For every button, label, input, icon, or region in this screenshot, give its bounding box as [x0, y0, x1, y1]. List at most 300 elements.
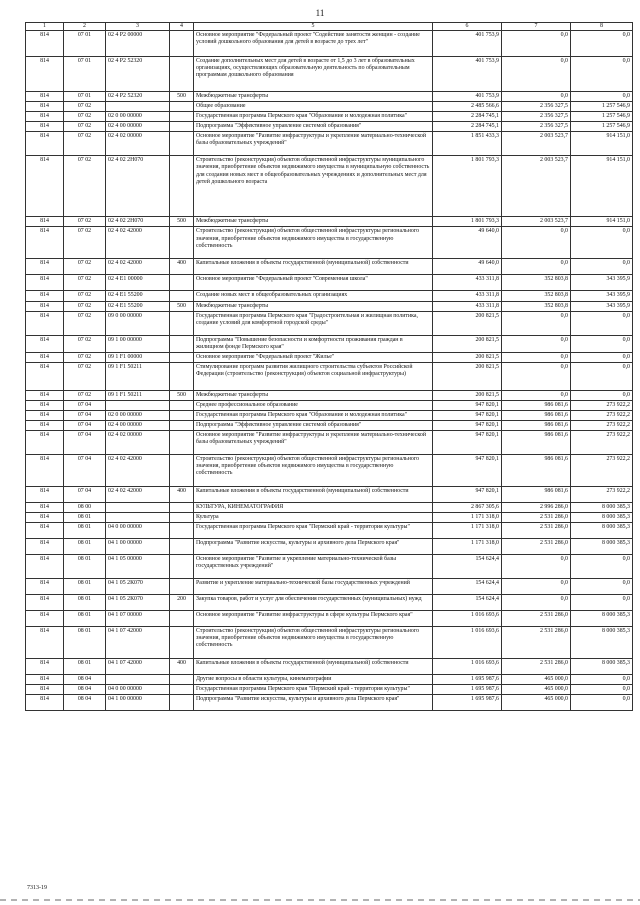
amount-year2-cell: 2 531 286,0: [502, 539, 571, 555]
target-article-cell: 02 4 02 2Н070: [106, 156, 170, 217]
description-cell: Межбюджетные трансферты: [194, 217, 433, 227]
amount-year1-cell: 154 624,4: [433, 579, 502, 595]
gov-code-cell: 814: [26, 400, 64, 410]
table-row: [26, 352, 633, 362]
gov-code-cell: 814: [26, 102, 64, 112]
amount-year1-cell: 200 821,5: [433, 352, 502, 362]
amount-year2-cell: 352 803,8: [502, 301, 571, 311]
target-article-cell: 02 4 02 00000: [106, 431, 170, 455]
description-cell: КУЛЬТУРА, КИНЕМАТОГРАФИЯ: [194, 503, 433, 513]
amount-year1-cell: 2 284 745,1: [433, 122, 502, 132]
table-row: [26, 259, 633, 275]
amount-year2-cell: 2 356 327,5: [502, 112, 571, 122]
expense-type-cell: [170, 503, 194, 513]
gov-code-cell: 814: [26, 122, 64, 132]
amount-year3-cell: 0,0: [571, 675, 633, 685]
table-row: [26, 31, 633, 57]
amount-year3-cell: 0,0: [571, 311, 633, 335]
budget-table: [25, 22, 633, 711]
amount-year3-cell: 273 922,2: [571, 400, 633, 410]
description-cell: Подпрограмма "Эффективное управление системой образования": [194, 421, 433, 431]
section-cell: 07 02: [64, 301, 106, 311]
amount-year1-cell: 433 311,8: [433, 301, 502, 311]
section-cell: 08 01: [64, 611, 106, 627]
target-article-cell: 02 4 02 2Н070: [106, 217, 170, 227]
gov-code-cell: 814: [26, 675, 64, 685]
gov-code-cell: 814: [26, 627, 64, 659]
table-row: [26, 227, 633, 259]
section-cell: 08 01: [64, 513, 106, 523]
amount-year3-cell: 0,0: [571, 362, 633, 390]
table-row: [26, 112, 633, 122]
target-article-cell: 02 4 00 00000: [106, 122, 170, 132]
amount-year3-cell: 0,0: [571, 259, 633, 275]
table-row: [26, 685, 633, 695]
table-row: [26, 513, 633, 523]
expense-type-cell: [170, 362, 194, 390]
amount-year2-cell: 0,0: [502, 31, 571, 57]
target-article-cell: 02 0 00 00000: [106, 411, 170, 421]
amount-year2-cell: 0,0: [502, 555, 571, 579]
expense-type-cell: [170, 352, 194, 362]
gov-code-cell: 814: [26, 513, 64, 523]
table-row: [26, 523, 633, 539]
expense-type-cell: [170, 695, 194, 711]
amount-year3-cell: 0,0: [571, 31, 633, 57]
expense-type-cell: [170, 555, 194, 579]
section-cell: 07 02: [64, 352, 106, 362]
header-cell-6: 6: [433, 23, 502, 31]
gov-code-cell: 814: [26, 311, 64, 335]
section-cell: 07 04: [64, 455, 106, 487]
description-cell: Стимулирование программ развития жилищного строительства субъектов Российской Федерации (строительство (реконструкция) объектов социальной инфраструктуры): [194, 362, 433, 390]
description-cell: Строительство (реконструкция) объектов общественной инфраструктуры регионального значения, приобретение объектов недвижимого имущества в государственную собственность: [194, 455, 433, 487]
amount-year2-cell: 986 081,6: [502, 400, 571, 410]
amount-year3-cell: 914 151,0: [571, 156, 633, 217]
table-row: [26, 659, 633, 675]
section-cell: 07 02: [64, 311, 106, 335]
amount-year3-cell: 273 922,2: [571, 487, 633, 503]
amount-year2-cell: 352 803,8: [502, 291, 571, 301]
section-cell: 07 02: [64, 102, 106, 112]
expense-type-cell: [170, 122, 194, 132]
amount-year1-cell: 200 821,5: [433, 390, 502, 400]
amount-year1-cell: 1 695 987,6: [433, 685, 502, 695]
scan-edge-artifact: [0, 899, 640, 901]
amount-year3-cell: 8 000 385,3: [571, 539, 633, 555]
description-cell: Государственная программа Пермского края "Пермский край - территория культуры": [194, 523, 433, 539]
target-article-cell: 04 1 05 2К070: [106, 595, 170, 611]
target-article-cell: 02 4 02 00000: [106, 132, 170, 156]
description-cell: Строительство (реконструкция) объектов общественной инфраструктуры регионального значения, приобретение объектов недвижимого имущества в государственную собственность: [194, 227, 433, 259]
table-row: [26, 291, 633, 301]
amount-year3-cell: 1 257 546,9: [571, 102, 633, 112]
table-row: [26, 57, 633, 92]
amount-year1-cell: 2 485 566,6: [433, 102, 502, 112]
section-cell: 08 01: [64, 579, 106, 595]
amount-year3-cell: 0,0: [571, 390, 633, 400]
section-cell: 07 02: [64, 112, 106, 122]
gov-code-cell: 814: [26, 539, 64, 555]
gov-code-cell: 814: [26, 57, 64, 92]
header-cell-2: 2: [64, 23, 106, 31]
amount-year2-cell: 2 356 327,5: [502, 102, 571, 112]
table-row: [26, 455, 633, 487]
amount-year2-cell: 2 996 286,0: [502, 503, 571, 513]
table-row: [26, 275, 633, 291]
expense-type-cell: [170, 57, 194, 92]
table-row: [26, 695, 633, 711]
gov-code-cell: 814: [26, 156, 64, 217]
target-article-cell: 02 4 00 00000: [106, 421, 170, 431]
description-cell: Межбюджетные трансферты: [194, 301, 433, 311]
table-row: [26, 431, 633, 455]
expense-type-cell: [170, 685, 194, 695]
header-cell-8: 8: [571, 23, 633, 31]
expense-type-cell: [170, 227, 194, 259]
gov-code-cell: 814: [26, 579, 64, 595]
amount-year1-cell: 154 624,4: [433, 555, 502, 579]
table-row: [26, 555, 633, 579]
amount-year2-cell: 0,0: [502, 92, 571, 102]
description-cell: Основное мероприятие "Развитие инфраструктуры и укрепление материально-технической базы образовательных учреждений": [194, 132, 433, 156]
amount-year2-cell: 2 531 286,0: [502, 659, 571, 675]
expense-type-cell: [170, 335, 194, 352]
gov-code-cell: 814: [26, 455, 64, 487]
description-cell: Государственная программа Пермского края "Образование и молодежная политика": [194, 112, 433, 122]
expense-type-cell: [170, 132, 194, 156]
target-article-cell: 02 4 02 42000: [106, 259, 170, 275]
section-cell: 07 01: [64, 31, 106, 57]
table-row: [26, 595, 633, 611]
amount-year3-cell: 273 922,2: [571, 411, 633, 421]
description-cell: Капитальные вложения в объекты государственной (муниципальной) собственности: [194, 259, 433, 275]
target-article-cell: 04 1 00 00000: [106, 695, 170, 711]
section-cell: 08 01: [64, 555, 106, 579]
table-row: [26, 390, 633, 400]
description-cell: Закупка товаров, работ и услуг для обеспечения государственных (муниципальных) нужд: [194, 595, 433, 611]
section-cell: 07 02: [64, 291, 106, 301]
target-article-cell: 02 4 P2 00000: [106, 31, 170, 57]
amount-year2-cell: 986 081,6: [502, 411, 571, 421]
description-cell: Культура: [194, 513, 433, 523]
amount-year1-cell: 200 821,5: [433, 335, 502, 352]
target-article-cell: 02 0 00 00000: [106, 112, 170, 122]
amount-year2-cell: 986 081,6: [502, 421, 571, 431]
amount-year1-cell: 1 695 987,6: [433, 675, 502, 685]
table-row: [26, 400, 633, 410]
section-cell: 07 04: [64, 411, 106, 421]
amount-year3-cell: 0,0: [571, 335, 633, 352]
amount-year1-cell: 49 640,0: [433, 259, 502, 275]
amount-year1-cell: 154 624,4: [433, 595, 502, 611]
gov-code-cell: 814: [26, 611, 64, 627]
amount-year3-cell: 0,0: [571, 695, 633, 711]
amount-year1-cell: 433 311,8: [433, 275, 502, 291]
target-article-cell: 04 1 07 42000: [106, 659, 170, 675]
gov-code-cell: 814: [26, 523, 64, 539]
amount-year1-cell: 1 171 318,0: [433, 539, 502, 555]
amount-year2-cell: 352 803,8: [502, 275, 571, 291]
section-cell: 07 02: [64, 122, 106, 132]
target-article-cell: 04 0 00 00000: [106, 523, 170, 539]
table-row: [26, 156, 633, 217]
gov-code-cell: 814: [26, 301, 64, 311]
amount-year1-cell: 947 820,1: [433, 455, 502, 487]
table-row: [26, 132, 633, 156]
amount-year3-cell: 1 257 546,9: [571, 122, 633, 132]
amount-year3-cell: 0,0: [571, 352, 633, 362]
amount-year1-cell: 947 820,1: [433, 431, 502, 455]
amount-year2-cell: 2 531 286,0: [502, 611, 571, 627]
table-row: [26, 421, 633, 431]
target-article-cell: 09 1 F1 50211: [106, 362, 170, 390]
description-cell: Основное мероприятие "Развитие инфраструктуры в сфере культуры Пермского края": [194, 611, 433, 627]
table-row: [26, 503, 633, 513]
amount-year3-cell: 0,0: [571, 579, 633, 595]
table-row: [26, 675, 633, 685]
section-cell: 08 01: [64, 627, 106, 659]
amount-year2-cell: 2 003 523,7: [502, 132, 571, 156]
table-row: [26, 539, 633, 555]
amount-year2-cell: 465 000,0: [502, 685, 571, 695]
description-cell: Основное мероприятие "Федеральный проект "Жилье": [194, 352, 433, 362]
table-row: [26, 579, 633, 595]
amount-year3-cell: 8 000 385,3: [571, 503, 633, 513]
gov-code-cell: 814: [26, 92, 64, 102]
amount-year2-cell: 2 531 286,0: [502, 513, 571, 523]
target-article-cell: 02 4 P2 52320: [106, 92, 170, 102]
amount-year2-cell: 2 531 286,0: [502, 627, 571, 659]
target-article-cell: 09 0 00 00000: [106, 311, 170, 335]
gov-code-cell: 814: [26, 421, 64, 431]
amount-year2-cell: 0,0: [502, 311, 571, 335]
target-article-cell: 09 1 F1 00000: [106, 352, 170, 362]
description-cell: Межбюджетные трансферты: [194, 390, 433, 400]
gov-code-cell: 814: [26, 503, 64, 513]
description-cell: Подпрограмма "Повышение безопасности и комфортности проживания граждан в жилищном фонде Пермского края": [194, 335, 433, 352]
expense-type-cell: [170, 112, 194, 122]
gov-code-cell: 814: [26, 595, 64, 611]
expense-type-cell: [170, 675, 194, 685]
description-cell: Подпрограмма "Эффективное управление системой образования": [194, 122, 433, 132]
target-article-cell: 04 1 07 00000: [106, 611, 170, 627]
section-cell: 07 04: [64, 400, 106, 410]
target-article-cell: 02 4 E1 00000: [106, 275, 170, 291]
expense-type-cell: [170, 523, 194, 539]
section-cell: 08 01: [64, 595, 106, 611]
amount-year3-cell: 343 395,9: [571, 301, 633, 311]
target-article-cell: 04 1 07 42000: [106, 627, 170, 659]
amount-year2-cell: 0,0: [502, 579, 571, 595]
gov-code-cell: 814: [26, 132, 64, 156]
expense-type-cell: [170, 431, 194, 455]
expense-type-cell: [170, 31, 194, 57]
expense-type-cell: 400: [170, 487, 194, 503]
expense-type-cell: [170, 611, 194, 627]
amount-year2-cell: 0,0: [502, 390, 571, 400]
gov-code-cell: 814: [26, 259, 64, 275]
section-cell: 07 04: [64, 487, 106, 503]
amount-year3-cell: 8 000 385,3: [571, 627, 633, 659]
target-article-cell: [106, 400, 170, 410]
amount-year1-cell: 200 821,5: [433, 362, 502, 390]
amount-year1-cell: 2 867 305,6: [433, 503, 502, 513]
page-number: 11: [315, 8, 325, 18]
amount-year3-cell: 0,0: [571, 685, 633, 695]
amount-year3-cell: 273 922,2: [571, 431, 633, 455]
gov-code-cell: 814: [26, 291, 64, 301]
section-cell: 07 01: [64, 92, 106, 102]
amount-year2-cell: 986 081,6: [502, 431, 571, 455]
amount-year1-cell: 1 801 793,3: [433, 156, 502, 217]
description-cell: Другие вопросы в области культуры, кинематографии: [194, 675, 433, 685]
amount-year2-cell: 0,0: [502, 57, 571, 92]
amount-year2-cell: 986 081,6: [502, 487, 571, 503]
expense-type-cell: [170, 579, 194, 595]
description-cell: Подпрограмма "Развитие искусства, культуры и архивного дела Пермского края": [194, 539, 433, 555]
amount-year3-cell: 343 395,9: [571, 275, 633, 291]
expense-type-cell: [170, 102, 194, 112]
table-row: [26, 311, 633, 335]
gov-code-cell: 814: [26, 362, 64, 390]
target-article-cell: [106, 513, 170, 523]
expense-type-cell: [170, 455, 194, 487]
section-cell: 07 02: [64, 156, 106, 217]
expense-type-cell: [170, 400, 194, 410]
description-cell: Межбюджетные трансферты: [194, 92, 433, 102]
description-cell: Капитальные вложения в объекты государственной (муниципальной) собственности: [194, 659, 433, 675]
amount-year2-cell: 2 003 523,7: [502, 217, 571, 227]
amount-year2-cell: 0,0: [502, 259, 571, 275]
expense-type-cell: 400: [170, 659, 194, 675]
gov-code-cell: 814: [26, 431, 64, 455]
description-cell: Среднее профессиональное образование: [194, 400, 433, 410]
section-cell: 07 04: [64, 431, 106, 455]
amount-year2-cell: 0,0: [502, 335, 571, 352]
amount-year1-cell: 947 820,1: [433, 400, 502, 410]
section-cell: 07 01: [64, 57, 106, 92]
expense-type-cell: 500: [170, 301, 194, 311]
description-cell: Строительство (реконструкция) объектов общественной инфраструктуры муниципального значения, приобретение объектов недвижимого имущества в муниципальную собственность для создания новых мест в общеобразовательных учреждениях и дополнительных мест для детей дошкольного возраста: [194, 156, 433, 217]
expense-type-cell: 500: [170, 92, 194, 102]
description-cell: Развитие и укрепление материально-технической базы государственных учреждений: [194, 579, 433, 595]
gov-code-cell: 814: [26, 217, 64, 227]
table-row: [26, 411, 633, 421]
header-cell-4: 4: [170, 23, 194, 31]
description-cell: Государственная программа Пермского края "Образование и молодежная политика": [194, 411, 433, 421]
amount-year1-cell: 1 171 318,0: [433, 523, 502, 539]
description-cell: Создание новых мест в общеобразовательных организациях: [194, 291, 433, 301]
gov-code-cell: 814: [26, 555, 64, 579]
amount-year3-cell: 343 395,9: [571, 291, 633, 301]
amount-year1-cell: 1 695 987,6: [433, 695, 502, 711]
amount-year1-cell: 947 820,1: [433, 487, 502, 503]
description-cell: Основное мероприятие "Развитие и укрепление материально-технической базы государственных учреждений": [194, 555, 433, 579]
description-cell: Общее образование: [194, 102, 433, 112]
gov-code-cell: 814: [26, 695, 64, 711]
table-row: [26, 122, 633, 132]
amount-year2-cell: 0,0: [502, 227, 571, 259]
amount-year1-cell: 1 016 693,6: [433, 611, 502, 627]
table-row: [26, 362, 633, 390]
section-cell: 07 02: [64, 390, 106, 400]
amount-year2-cell: 2 356 327,5: [502, 122, 571, 132]
gov-code-cell: 814: [26, 487, 64, 503]
section-cell: 07 04: [64, 421, 106, 431]
target-article-cell: 02 4 02 42000: [106, 455, 170, 487]
expense-type-cell: [170, 156, 194, 217]
amount-year3-cell: 0,0: [571, 227, 633, 259]
amount-year3-cell: 273 922,2: [571, 421, 633, 431]
description-cell: Строительство (реконструкция) объектов общественной инфраструктуры регионального значения, приобретение объектов недвижимого имущества в государственную собственность: [194, 627, 433, 659]
target-article-cell: 09 1 00 00000: [106, 335, 170, 352]
target-article-cell: 04 1 00 00000: [106, 539, 170, 555]
expense-type-cell: [170, 411, 194, 421]
amount-year2-cell: 2 531 286,0: [502, 523, 571, 539]
expense-type-cell: [170, 627, 194, 659]
table-row: [26, 335, 633, 352]
target-article-cell: 02 4 P2 52320: [106, 57, 170, 92]
amount-year2-cell: 0,0: [502, 352, 571, 362]
amount-year3-cell: 914 151,0: [571, 217, 633, 227]
amount-year2-cell: 986 081,6: [502, 455, 571, 487]
amount-year2-cell: 2 003 523,7: [502, 156, 571, 217]
section-cell: 07 02: [64, 259, 106, 275]
header-cell-3: 3: [106, 23, 170, 31]
table-row: [26, 487, 633, 503]
section-cell: 07 02: [64, 275, 106, 291]
description-cell: Капитальные вложения в объекты государственной (муниципальной) собственности: [194, 487, 433, 503]
amount-year1-cell: 401 753,9: [433, 31, 502, 57]
header-cell-7: 7: [502, 23, 571, 31]
amount-year3-cell: 1 257 546,9: [571, 112, 633, 122]
amount-year1-cell: 1 801 793,3: [433, 217, 502, 227]
table-header-row: [26, 23, 633, 31]
gov-code-cell: 814: [26, 659, 64, 675]
section-cell: 07 02: [64, 335, 106, 352]
target-article-cell: [106, 102, 170, 112]
expense-type-cell: [170, 421, 194, 431]
gov-code-cell: 814: [26, 31, 64, 57]
amount-year3-cell: 273 922,2: [571, 455, 633, 487]
expense-type-cell: 200: [170, 595, 194, 611]
amount-year3-cell: 0,0: [571, 92, 633, 102]
amount-year1-cell: 401 753,9: [433, 92, 502, 102]
section-cell: 07 02: [64, 362, 106, 390]
amount-year3-cell: 0,0: [571, 57, 633, 92]
expense-type-cell: 500: [170, 217, 194, 227]
section-cell: 08 01: [64, 523, 106, 539]
amount-year1-cell: 49 640,0: [433, 227, 502, 259]
table-row: [26, 301, 633, 311]
amount-year1-cell: 1 016 693,6: [433, 627, 502, 659]
amount-year1-cell: 1 851 433,3: [433, 132, 502, 156]
description-cell: Основное мероприятие "Федеральный проект "Современная школа": [194, 275, 433, 291]
section-cell: 08 04: [64, 685, 106, 695]
gov-code-cell: 814: [26, 335, 64, 352]
gov-code-cell: 814: [26, 227, 64, 259]
amount-year3-cell: 0,0: [571, 595, 633, 611]
amount-year1-cell: 947 820,1: [433, 421, 502, 431]
description-cell: Создание дополнительных мест для детей в возрасте от 1,5 до 3 лет в образовательных организациях, осуществляющих образовательную деятельность по образовательным программам дошкольного образования: [194, 57, 433, 92]
expense-type-cell: 500: [170, 390, 194, 400]
amount-year3-cell: 8 000 385,3: [571, 611, 633, 627]
expense-type-cell: [170, 539, 194, 555]
section-cell: 07 02: [64, 217, 106, 227]
section-cell: 07 02: [64, 227, 106, 259]
gov-code-cell: 814: [26, 390, 64, 400]
